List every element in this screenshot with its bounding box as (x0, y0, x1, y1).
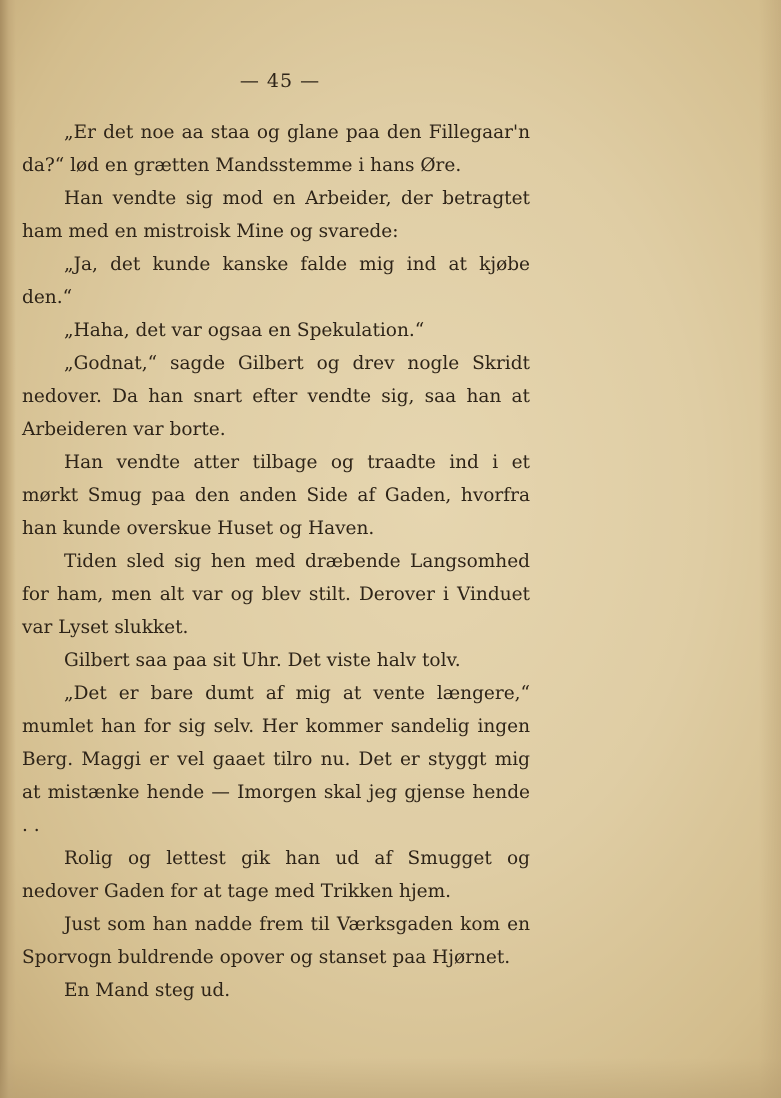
paragraph: Just som han nadde frem til Værksgaden kom en Sporvogn buldrende opover og stanset paa Hjørnet. (22, 914, 530, 968)
paragraph: Tiden sled sig hen med dræbende Langsomhed for ham, men alt var og blev stilt. Derover i Vinduet var Lyset slukket. (22, 551, 530, 638)
page-number: — 45 — (239, 70, 321, 92)
paragraph: „Ja, det kunde kanske falde mig ind at kjøbe den.“ (22, 254, 530, 308)
body-text (22, 116, 530, 1007)
paragraph: „Godnat,“ sagde Gilbert og drev nogle Skridt nedover. Da han snart efter vendte sig, saa han at Arbeideren var borte. (22, 353, 530, 440)
paragraph: Gilbert saa paa sit Uhr. Det viste halv tolv. (64, 650, 461, 671)
book-spine-shadow (0, 0, 16, 1098)
paragraph: Rolig og lettest gik han ud af Smugget og nedover Gaden for at tage med Trikken hjem. (22, 848, 530, 902)
paragraph: „Er det noe aa staa og glane paa den Fillegaar'n da?“ lød en grætten Mandsstemme i hans Øre. (22, 122, 530, 176)
paragraph: Han vendte sig mod en Arbeider, der betragtet ham med en mistroisk Mine og svarede: (22, 188, 530, 242)
paragraph: En Mand steg ud. (64, 980, 231, 1001)
paragraph: „Det er bare dumt af mig at vente længere,“ mumlet han for sig selv. Her kommer sandelig ingen Berg. Maggi er vel gaaet tilro nu. Det er styggt mig at mistænke hende — Imorgen skal jeg gjense hende . . (22, 683, 530, 836)
paragraph: „Haha, det var ogsaa en Spekulation.“ (64, 320, 425, 341)
page-edge-shading (759, 0, 781, 1098)
page-bottom-shading (0, 1058, 781, 1098)
paragraph: Han vendte atter tilbage og traadte ind i et mørkt Smug paa den anden Side af Gaden, hvorfra han kunde overskue Huset og Haven. (22, 452, 530, 539)
